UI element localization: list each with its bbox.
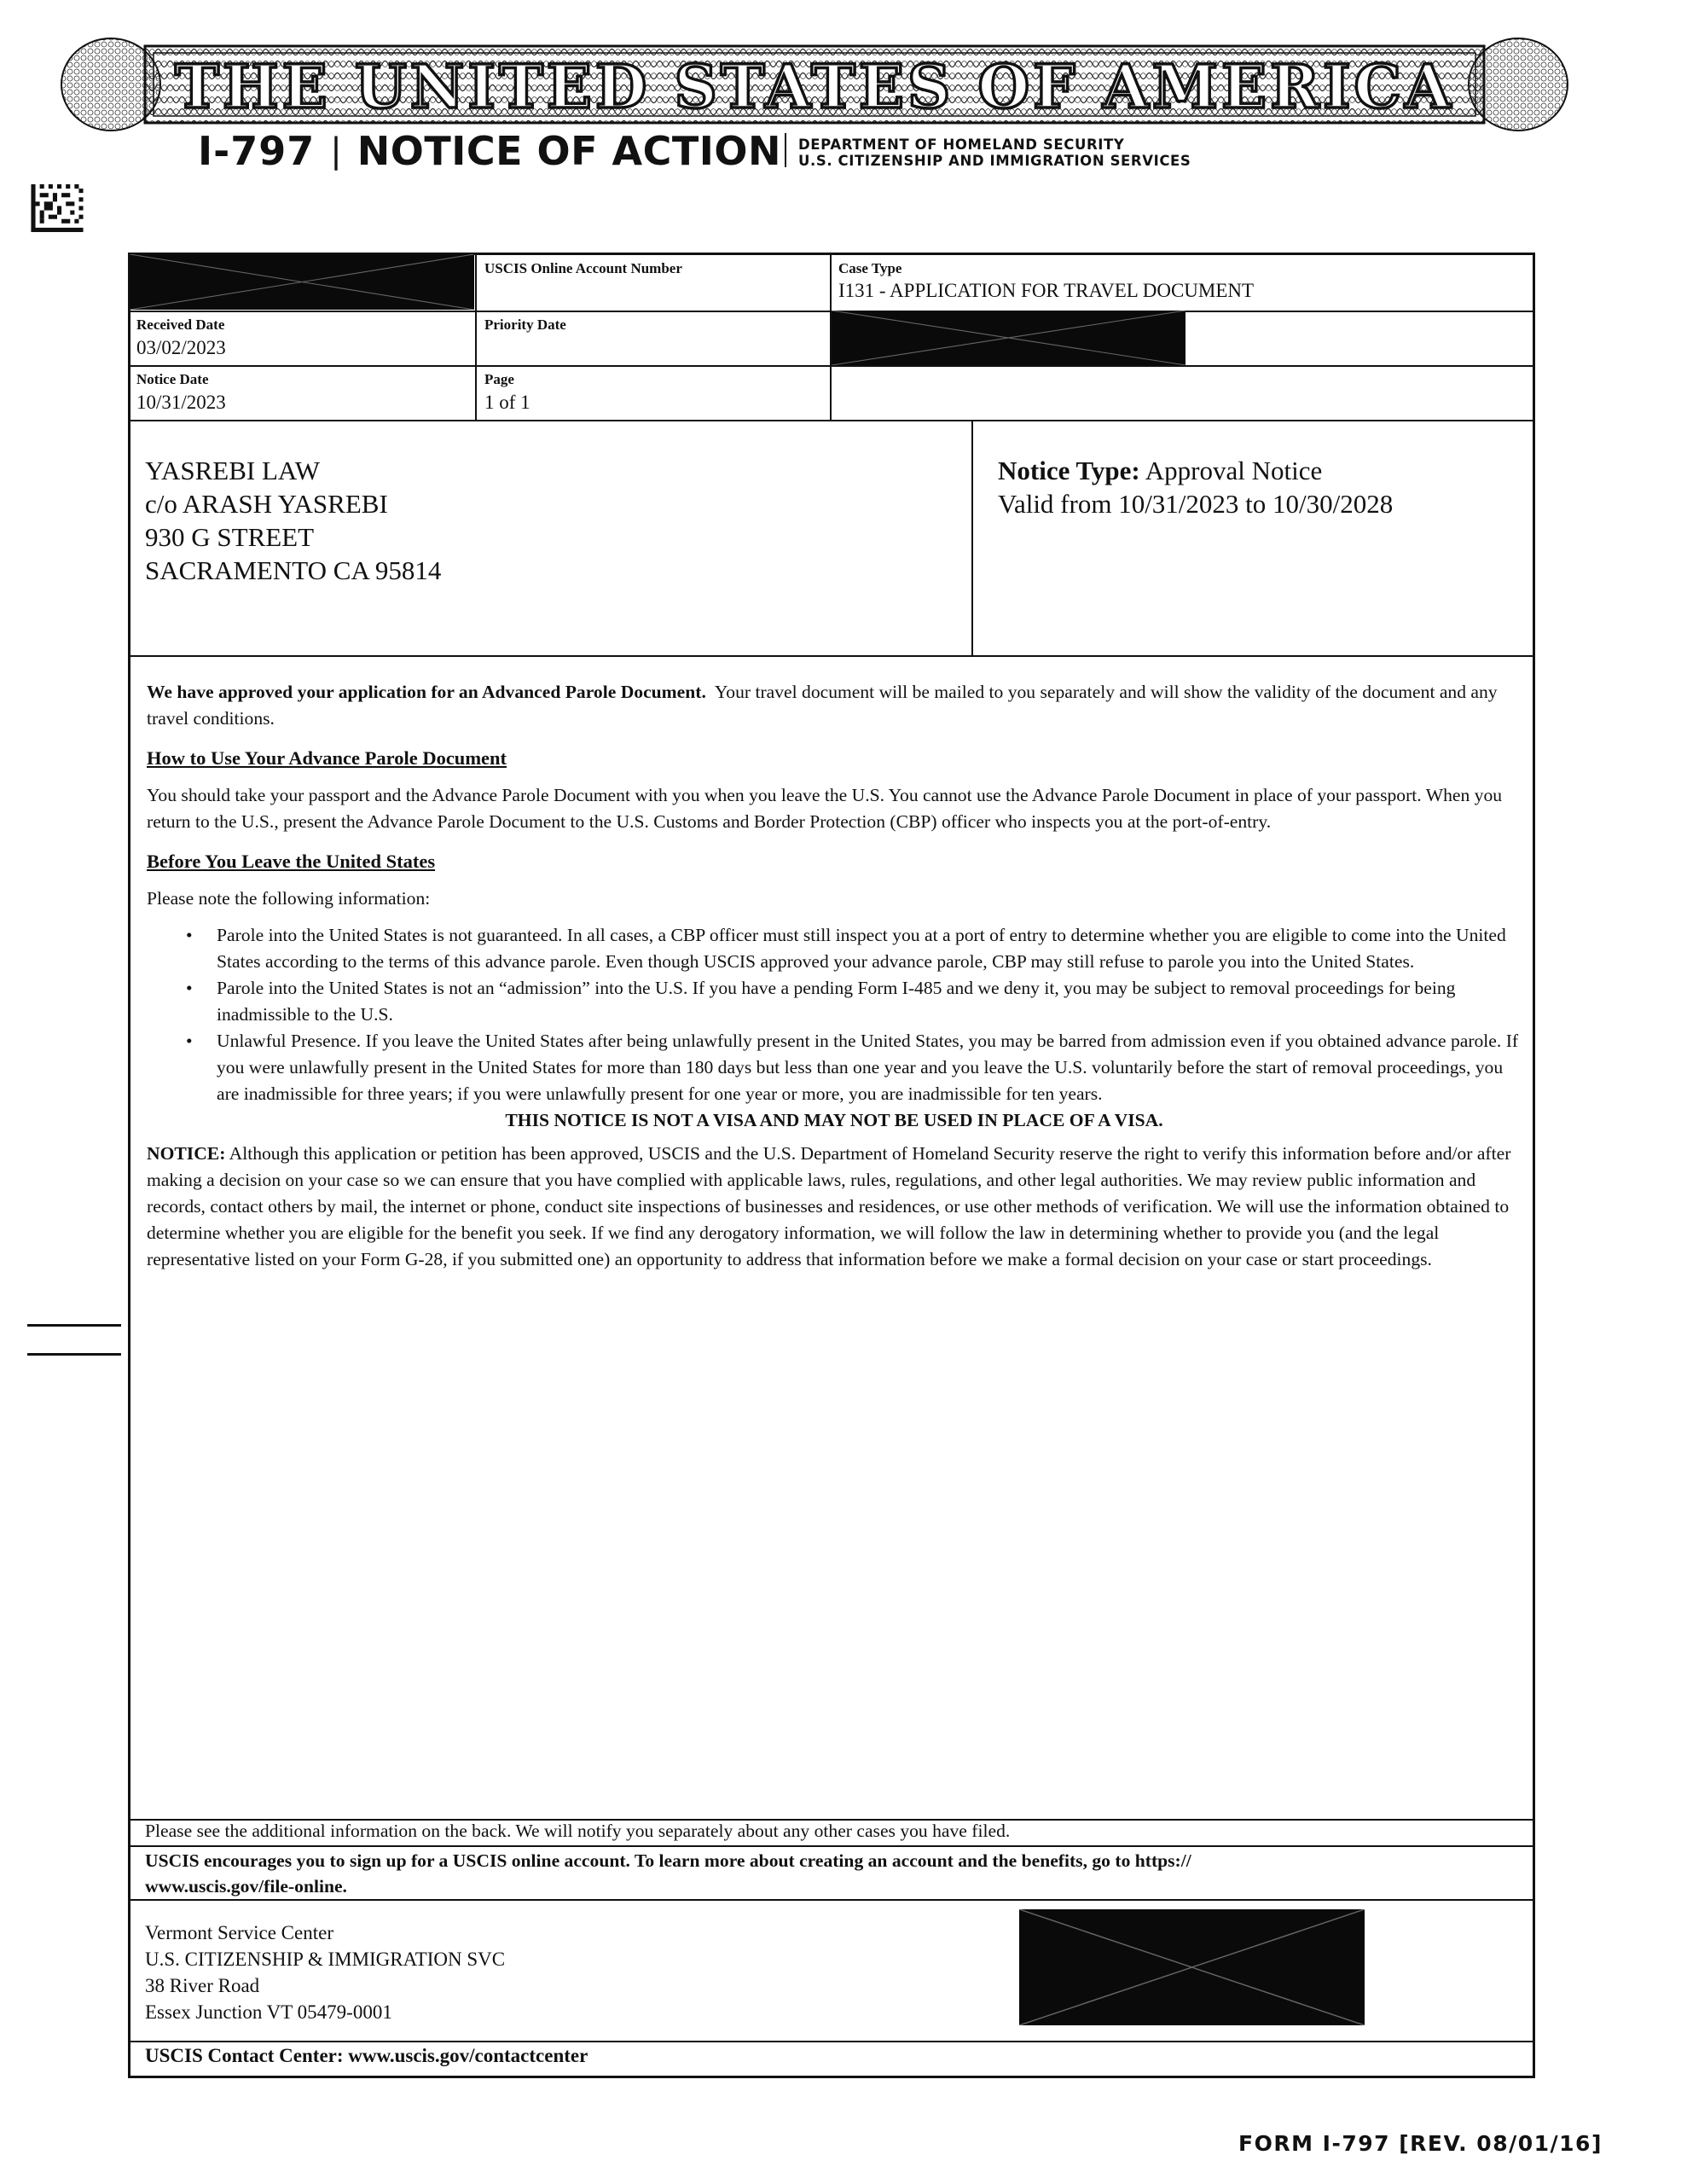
section-heading: How to Use Your Advance Parole Document bbox=[147, 747, 507, 769]
notice-type-value: Approval Notice bbox=[1145, 456, 1323, 485]
bullet-list bbox=[186, 922, 1522, 1107]
margin-mark bbox=[27, 1324, 121, 1327]
notice-body bbox=[147, 679, 1522, 1286]
page-label: Page bbox=[484, 371, 514, 387]
form-heading bbox=[198, 126, 781, 176]
redacted-barcode bbox=[1019, 1909, 1365, 2025]
paragraph: Please note the following information: bbox=[147, 888, 431, 909]
intro-paragraph: We have approved your application for an Advanced Parole Document. Your travel document will be mailed to you separately and will show the validity of the document and any travel conditions. bbox=[147, 682, 1498, 729]
form-number: I-797 bbox=[198, 128, 316, 174]
list-item: • Parole into the United States is not guaranteed. In all cases, a CBP officer must still inspect you at a port of entry to determine whether you are eligible to come into the United States according to the terms of this advance parole. Even though USCIS approved your advance parole, CBP may still refuse to parole you into the United States. bbox=[186, 922, 1522, 975]
heading-separator: | bbox=[330, 131, 342, 171]
grid-line bbox=[130, 2041, 1535, 2042]
file-online-link[interactable]: www.uscis.gov/file-online. bbox=[145, 1876, 347, 1896]
department-divider bbox=[785, 133, 786, 167]
page-value: 1 of 1 bbox=[484, 392, 530, 413]
grid-line bbox=[475, 253, 477, 420]
additional-info-note: Please see the additional information on the back. We will notify you separately about any other cases you have filed. bbox=[145, 1821, 1011, 1841]
addressee-block bbox=[145, 454, 441, 587]
barcode-icon bbox=[31, 184, 84, 232]
service-center-address: Vermont Service Center U.S. CITIZENSHIP & IMMIGRATION SVC 38 River Road Essex Junction VT 05479-0001 bbox=[145, 1922, 506, 2023]
notice-date-label: Notice Date bbox=[136, 371, 209, 387]
header-banner bbox=[60, 34, 1569, 135]
online-account-label: USCIS Online Account Number bbox=[484, 260, 682, 276]
priority-date-label: Priority Date bbox=[484, 317, 566, 333]
addressee-line: c/o ARASH YASREBI bbox=[145, 489, 388, 519]
case-type-label: Case Type bbox=[838, 260, 902, 276]
banner-title: THE UNITED STATES OF AMERICA bbox=[175, 51, 1454, 122]
list-item: • Parole into the United States is not an “admission” into the U.S. If you have a pending Form I-485 and we deny it, you may be subject to removal proceedings for being inadmissible to the U.S. bbox=[186, 975, 1522, 1028]
paragraph: You should take your passport and the Advance Parole Document with you when you leave the U.S. You cannot use the Advance Parole Document in place of your passport. When you return to the U.S., present the Advance Parole Document to the U.S. Customs and Border Protection (CBP) officer who inspects you at the port-of-entry. bbox=[147, 785, 1503, 832]
redacted-beneficiary bbox=[832, 311, 1186, 365]
addressee-line: YASREBI LAW bbox=[145, 456, 321, 485]
contact-center-link[interactable]: USCIS Contact Center: www.uscis.gov/contactcenter bbox=[145, 2045, 588, 2066]
department-name: DEPARTMENT OF HOMELAND SECURITY U.S. CITIZENSHIP AND IMMIGRATION SERVICES bbox=[798, 136, 1191, 169]
received-date-label: Received Date bbox=[136, 317, 225, 333]
margin-mark bbox=[27, 1353, 121, 1356]
validity-period: Valid from 10/31/2023 to 10/30/2028 bbox=[998, 489, 1394, 519]
visa-warning: THIS NOTICE IS NOT A VISA AND MAY NOT BE USED IN PLACE OF A VISA. bbox=[505, 1110, 1163, 1130]
form-title: NOTICE OF ACTION bbox=[357, 128, 782, 174]
notice-type-block bbox=[998, 454, 1393, 520]
notice-type-label: Notice Type: bbox=[998, 456, 1140, 485]
grid-line bbox=[130, 1845, 1535, 1847]
grid-line bbox=[128, 420, 1535, 421]
case-type-value: I131 - APPLICATION FOR TRAVEL DOCUMENT bbox=[838, 280, 1255, 301]
received-date-value: 03/02/2023 bbox=[136, 337, 226, 358]
grid-line bbox=[128, 655, 1535, 657]
banner-ornament-icon bbox=[60, 34, 1569, 135]
online-account-prompt: USCIS encourages you to sign up for a USCIS online account. To learn more about creating an account and the benefits, go to https:// www.uscis.gov/file-online. bbox=[145, 1848, 1527, 1899]
list-item: • Unlawful Presence. If you leave the United States after being unlawfully present in the United States, you may be barred from admission even if you obtained advance parole. If you were unlawfully present in the United States for more than 180 days but less than one year and you leave the U.S. voluntarily before the start of removal proceedings, you are inadmissible for three years; if you were unlawfully present for one year or more, you are inadmissible for ten years. bbox=[186, 1028, 1522, 1107]
form-revision: FORM I-797 [REV. 08/01/16] bbox=[1238, 2131, 1603, 2156]
grid-line bbox=[128, 365, 1535, 367]
addressee-line: SACRAMENTO CA 95814 bbox=[145, 555, 442, 585]
addressee-line: 930 G STREET bbox=[145, 522, 315, 552]
grid-line bbox=[971, 420, 973, 655]
grid-line bbox=[130, 1899, 1535, 1901]
notice-date-value: 10/31/2023 bbox=[136, 392, 226, 413]
section-heading: Before You Leave the United States bbox=[147, 851, 436, 872]
notice-paragraph: NOTICE: Although this application or petition has been approved, USCIS and the U.S. Department of Homeland Security reserve the right to verify this information before and/or after making a decision on your case so we can ensure that you have complied with applicable laws, rules, regulations, and other legal authorities. We may review public information and records, contact others by mail, the internet or phone, conduct site inspections of businesses and residences, or use other methods of verification. We will use the information obtained to determine whether you are eligible for the benefit you seek. If we find any derogatory information, we will follow the law in determining whether to provide you (and the legal representative listed on your Form G-28, if you submitted one) an opportunity to address that information before we make a formal decision on your case or start proceedings. bbox=[147, 1143, 1511, 1269]
redacted-receipt-number bbox=[130, 254, 474, 310]
